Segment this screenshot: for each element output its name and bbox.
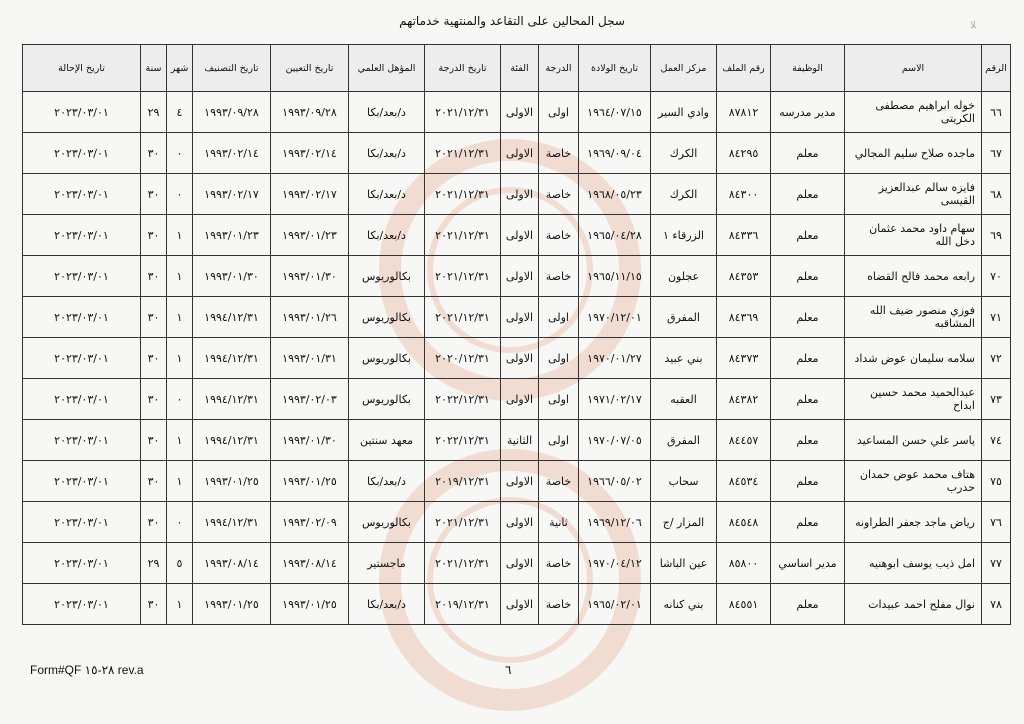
cell-month: ٠ bbox=[167, 174, 193, 215]
cell-work-center: بني عبيد bbox=[651, 338, 717, 379]
cell-file-no: ٨٤٣٥٣ bbox=[717, 256, 771, 297]
cell-file-no: ٨٤٣٨٢ bbox=[717, 379, 771, 420]
cell-job: معلم bbox=[771, 420, 845, 461]
table-row bbox=[23, 215, 1011, 256]
cell-grade: خاصة bbox=[539, 543, 579, 584]
col-header-appointment-date: تاريخ التعيين bbox=[271, 45, 349, 92]
cell-job: معلم bbox=[771, 215, 845, 256]
cell-category: الاولى bbox=[501, 461, 539, 502]
table-row bbox=[23, 133, 1011, 174]
cell-job: مدير مدرسه bbox=[771, 92, 845, 133]
cell-year: ٣٠ bbox=[141, 461, 167, 502]
cell-rank: ٧١ bbox=[982, 297, 1011, 338]
cell-rank: ٦٧ bbox=[982, 133, 1011, 174]
cell-birth-date: ١٩٧٠/٠٧/٠٥ bbox=[579, 420, 651, 461]
table-header-row bbox=[23, 45, 1011, 92]
cell-work-center: الكرك bbox=[651, 174, 717, 215]
cell-classification-date: ١٩٩٤/١٢/٣١ bbox=[193, 502, 271, 543]
cell-birth-date: ١٩٦٨/٠٥/٢٣ bbox=[579, 174, 651, 215]
cell-grade-date: ٢٠٢٢/١٢/٣١ bbox=[425, 420, 501, 461]
cell-year: ٢٩ bbox=[141, 92, 167, 133]
cell-work-center: بني كنانه bbox=[651, 584, 717, 625]
col-header-category: الفئة bbox=[501, 45, 539, 92]
cell-rank: ٧٥ bbox=[982, 461, 1011, 502]
cell-category: الاولى bbox=[501, 297, 539, 338]
cell-birth-date: ١٩٧٠/٠١/٢٧ bbox=[579, 338, 651, 379]
form-code: Form#QF ٢٨-١٥ rev.a bbox=[30, 663, 144, 677]
cell-qualification: بكالوريوس bbox=[349, 502, 425, 543]
col-header-file-no: رقم الملف bbox=[717, 45, 771, 92]
cell-grade-date: ٢٠٢١/١٢/٣١ bbox=[425, 133, 501, 174]
cell-year: ٢٩ bbox=[141, 543, 167, 584]
cell-file-no: ٨٤٣٦٩ bbox=[717, 297, 771, 338]
cell-grade-date: ٢٠٢١/١٢/٣١ bbox=[425, 92, 501, 133]
cell-file-no: ٨٤٥٤٨ bbox=[717, 502, 771, 543]
cell-work-center: الكرك bbox=[651, 133, 717, 174]
cell-work-center: عجلون bbox=[651, 256, 717, 297]
cell-rank: ٧٣ bbox=[982, 379, 1011, 420]
cell-qualification: د/بعد/بكا bbox=[349, 92, 425, 133]
cell-qualification: د/بعد/بكا bbox=[349, 174, 425, 215]
cell-appointment-date: ١٩٩٣/٠١/٢٥ bbox=[271, 461, 349, 502]
cell-referral-date: ٢٠٢٣/٠٣/٠١ bbox=[23, 502, 141, 543]
cell-birth-date: ١٩٦٩/٠٩/٠٤ bbox=[579, 133, 651, 174]
cell-work-center: المزار /ج bbox=[651, 502, 717, 543]
cell-name: سلامه سليمان عوض شداد bbox=[845, 338, 982, 379]
cell-year: ٣٠ bbox=[141, 379, 167, 420]
cell-grade: خاصة bbox=[539, 461, 579, 502]
cell-year: ٣٠ bbox=[141, 502, 167, 543]
table-row bbox=[23, 256, 1011, 297]
cell-referral-date: ٢٠٢٣/٠٣/٠١ bbox=[23, 543, 141, 584]
cell-grade: ثانية bbox=[539, 502, 579, 543]
cell-grade: اولى bbox=[539, 420, 579, 461]
cell-classification-date: ١٩٩٣/٠١/٣٠ bbox=[193, 256, 271, 297]
cell-classification-date: ١٩٩٤/١٢/٣١ bbox=[193, 379, 271, 420]
cell-year: ٣٠ bbox=[141, 420, 167, 461]
cell-grade-date: ٢٠٢٠/١٢/٣١ bbox=[425, 338, 501, 379]
col-header-grade-date: تاريخ الدرجة bbox=[425, 45, 501, 92]
cell-job: معلم bbox=[771, 461, 845, 502]
cell-work-center: عين الباشا bbox=[651, 543, 717, 584]
cell-grade: اولى bbox=[539, 92, 579, 133]
cell-grade-date: ٢٠٢١/١٢/٣١ bbox=[425, 502, 501, 543]
cell-name: عبدالحميد محمد حسين ابداح bbox=[845, 379, 982, 420]
cell-file-no: ٨٤٥٥١ bbox=[717, 584, 771, 625]
cell-classification-date: ١٩٩٣/٠٨/١٤ bbox=[193, 543, 271, 584]
cell-referral-date: ٢٠٢٣/٠٣/٠١ bbox=[23, 461, 141, 502]
cell-grade-date: ٢٠١٩/١٢/٣١ bbox=[425, 584, 501, 625]
cell-month: ١ bbox=[167, 584, 193, 625]
cell-work-center: العقبه bbox=[651, 379, 717, 420]
cell-appointment-date: ١٩٩٣/٠٢/١٧ bbox=[271, 174, 349, 215]
cell-rank: ٧٠ bbox=[982, 256, 1011, 297]
cell-job: معلم bbox=[771, 133, 845, 174]
cell-job: معلم bbox=[771, 338, 845, 379]
cell-month: ١ bbox=[167, 297, 193, 338]
cell-name: سهام داود محمد عثمان دخل الله bbox=[845, 215, 982, 256]
cell-file-no: ٨٧٨١٢ bbox=[717, 92, 771, 133]
cell-grade-date: ٢٠٢٢/١٢/٣١ bbox=[425, 379, 501, 420]
cell-name: امل ذيب يوسف ابوهنيه bbox=[845, 543, 982, 584]
cell-category: الثانية bbox=[501, 420, 539, 461]
cell-appointment-date: ١٩٩٣/٠٨/١٤ bbox=[271, 543, 349, 584]
cell-referral-date: ٢٠٢٣/٠٣/٠١ bbox=[23, 92, 141, 133]
cell-category: الاولى bbox=[501, 502, 539, 543]
cell-grade: خاصة bbox=[539, 215, 579, 256]
cell-appointment-date: ١٩٩٣/٠١/٣١ bbox=[271, 338, 349, 379]
cell-qualification: د/بعد/بكا bbox=[349, 215, 425, 256]
table-row bbox=[23, 543, 1011, 584]
cell-classification-date: ١٩٩٤/١٢/٣١ bbox=[193, 338, 271, 379]
cell-qualification: بكالوريوس bbox=[349, 297, 425, 338]
cell-month: ١ bbox=[167, 461, 193, 502]
cell-rank: ٦٨ bbox=[982, 174, 1011, 215]
cell-referral-date: ٢٠٢٣/٠٣/٠١ bbox=[23, 338, 141, 379]
cell-appointment-date: ١٩٩٣/٠٢/٠٣ bbox=[271, 379, 349, 420]
cell-rank: ٧٢ bbox=[982, 338, 1011, 379]
cell-job: معلم bbox=[771, 256, 845, 297]
cell-job: معلم bbox=[771, 584, 845, 625]
table-row bbox=[23, 174, 1011, 215]
cell-category: الاولى bbox=[501, 256, 539, 297]
cell-birth-date: ١٩٧١/٠٢/١٧ bbox=[579, 379, 651, 420]
cell-qualification: بكالوريوس bbox=[349, 338, 425, 379]
cell-name: رياض ماجد جعفر الطراونه bbox=[845, 502, 982, 543]
cell-job: معلم bbox=[771, 379, 845, 420]
col-header-month: شهر bbox=[167, 45, 193, 92]
cell-grade: اولى bbox=[539, 338, 579, 379]
cell-referral-date: ٢٠٢٣/٠٣/٠١ bbox=[23, 256, 141, 297]
cell-birth-date: ١٩٦٥/٠٤/٢٨ bbox=[579, 215, 651, 256]
cell-classification-date: ١٩٩٤/١٢/٣١ bbox=[193, 297, 271, 338]
cell-work-center: الزرقاء ١ bbox=[651, 215, 717, 256]
cell-qualification: د/بعد/بكا bbox=[349, 461, 425, 502]
cell-year: ٣٠ bbox=[141, 174, 167, 215]
cell-referral-date: ٢٠٢٣/٠٣/٠١ bbox=[23, 420, 141, 461]
cell-appointment-date: ١٩٩٣/٠٩/٢٨ bbox=[271, 92, 349, 133]
cell-classification-date: ١٩٩٣/٠١/٢٥ bbox=[193, 584, 271, 625]
cell-classification-date: ١٩٩٣/٠١/٢٥ bbox=[193, 461, 271, 502]
cell-category: الاولى bbox=[501, 543, 539, 584]
cell-year: ٣٠ bbox=[141, 297, 167, 338]
table-row bbox=[23, 297, 1011, 338]
cell-referral-date: ٢٠٢٣/٠٣/٠١ bbox=[23, 584, 141, 625]
cell-month: ١ bbox=[167, 420, 193, 461]
cell-category: الاولى bbox=[501, 215, 539, 256]
cell-appointment-date: ١٩٩٣/٠١/٢٥ bbox=[271, 584, 349, 625]
cell-file-no: ٨٤٣٠٠ bbox=[717, 174, 771, 215]
cell-grade: اولى bbox=[539, 379, 579, 420]
table-body bbox=[23, 92, 1011, 625]
cell-rank: ٧٤ bbox=[982, 420, 1011, 461]
cell-name: رابعه محمد فالح القضاه bbox=[845, 256, 982, 297]
cell-work-center: المفرق bbox=[651, 420, 717, 461]
cell-grade: اولى bbox=[539, 297, 579, 338]
cell-rank: ٧٨ bbox=[982, 584, 1011, 625]
cell-year: ٣٠ bbox=[141, 584, 167, 625]
cell-birth-date: ١٩٦٤/٠٧/١٥ bbox=[579, 92, 651, 133]
cell-month: ٠ bbox=[167, 379, 193, 420]
cell-category: الاولى bbox=[501, 584, 539, 625]
cell-grade-date: ٢٠١٩/١٢/٣١ bbox=[425, 461, 501, 502]
cell-name: ياسر علي حسن المساعيد bbox=[845, 420, 982, 461]
col-header-rank: الرقم bbox=[982, 45, 1011, 92]
cell-birth-date: ١٩٦٥/١١/١٥ bbox=[579, 256, 651, 297]
cell-qualification: ماجستير bbox=[349, 543, 425, 584]
cell-name: خوله ابراهيم مصطفى الكريتى bbox=[845, 92, 982, 133]
cell-month: ٠ bbox=[167, 502, 193, 543]
cell-referral-date: ٢٠٢٣/٠٣/٠١ bbox=[23, 379, 141, 420]
cell-classification-date: ١٩٩٤/١٢/٣١ bbox=[193, 420, 271, 461]
table-row bbox=[23, 338, 1011, 379]
cell-job: معلم bbox=[771, 297, 845, 338]
cell-month: ١ bbox=[167, 338, 193, 379]
cell-year: ٣٠ bbox=[141, 256, 167, 297]
cell-name: ماجده صلاح سليم المجالي bbox=[845, 133, 982, 174]
cell-grade-date: ٢٠٢١/١٢/٣١ bbox=[425, 256, 501, 297]
cell-qualification: د/بعد/بكا bbox=[349, 584, 425, 625]
cell-category: الاولى bbox=[501, 379, 539, 420]
col-header-work-center: مركز العمل bbox=[651, 45, 717, 92]
cell-birth-date: ١٩٧٠/١٢/٠١ bbox=[579, 297, 651, 338]
cell-grade-date: ٢٠٢١/١٢/٣١ bbox=[425, 174, 501, 215]
table-row bbox=[23, 461, 1011, 502]
cell-grade-date: ٢٠٢١/١٢/٣١ bbox=[425, 543, 501, 584]
cell-job: معلم bbox=[771, 502, 845, 543]
cell-month: ١ bbox=[167, 215, 193, 256]
cell-classification-date: ١٩٩٣/٠٩/٢٨ bbox=[193, 92, 271, 133]
cell-grade-date: ٢٠٢١/١٢/٣١ bbox=[425, 215, 501, 256]
cell-classification-date: ١٩٩٣/٠٢/١٤ bbox=[193, 133, 271, 174]
cell-classification-date: ١٩٩٣/٠١/٢٣ bbox=[193, 215, 271, 256]
cell-category: الاولى bbox=[501, 174, 539, 215]
cell-birth-date: ١٩٧٠/٠٤/١٢ bbox=[579, 543, 651, 584]
col-header-referral-date: تاريخ الإحالة bbox=[23, 45, 141, 92]
col-header-classification-date: تاريخ التصنيف bbox=[193, 45, 271, 92]
cell-name: هتاف محمد عوض حمدان حدرب bbox=[845, 461, 982, 502]
cell-qualification: بكالوريوس bbox=[349, 256, 425, 297]
cell-work-center: وادي السير bbox=[651, 92, 717, 133]
cell-grade: خاصة bbox=[539, 174, 579, 215]
cell-appointment-date: ١٩٩٣/٠١/٢٦ bbox=[271, 297, 349, 338]
cell-grade: خاصة bbox=[539, 584, 579, 625]
cell-file-no: ٨٤٢٩٥ bbox=[717, 133, 771, 174]
cell-birth-date: ١٩٦٦/٠٥/٠٢ bbox=[579, 461, 651, 502]
cell-job: معلم bbox=[771, 174, 845, 215]
retirees-table-container bbox=[22, 44, 1010, 625]
col-header-qualification: المؤهل العلمي bbox=[349, 45, 425, 92]
cell-name: نوال مفلح احمد عبيدات bbox=[845, 584, 982, 625]
cell-year: ٣٠ bbox=[141, 133, 167, 174]
page-number: ٦ bbox=[505, 663, 512, 677]
cell-job: مدير اساسي bbox=[771, 543, 845, 584]
table-row bbox=[23, 379, 1011, 420]
table-row bbox=[23, 584, 1011, 625]
cell-month: ٠ bbox=[167, 133, 193, 174]
cell-year: ٣٠ bbox=[141, 338, 167, 379]
table-row bbox=[23, 420, 1011, 461]
cell-rank: ٦٦ bbox=[982, 92, 1011, 133]
cell-grade: خاصة bbox=[539, 256, 579, 297]
cell-grade-date: ٢٠٢١/١٢/٣١ bbox=[425, 297, 501, 338]
col-header-name: الاسم bbox=[845, 45, 982, 92]
cell-rank: ٧٦ bbox=[982, 502, 1011, 543]
cell-file-no: ٨٤٤٥٧ bbox=[717, 420, 771, 461]
cell-referral-date: ٢٠٢٣/٠٣/٠١ bbox=[23, 133, 141, 174]
cell-qualification: معهد سنتين bbox=[349, 420, 425, 461]
cell-appointment-date: ١٩٩٣/٠٢/١٤ bbox=[271, 133, 349, 174]
cell-work-center: سحاب bbox=[651, 461, 717, 502]
cell-appointment-date: ١٩٩٣/٠١/٣٠ bbox=[271, 420, 349, 461]
cell-referral-date: ٢٠٢٣/٠٣/٠١ bbox=[23, 215, 141, 256]
retirees-table bbox=[22, 44, 1011, 625]
cell-name: فوزي منصور ضيف الله المشاقبه bbox=[845, 297, 982, 338]
corner-mark: ﻼ bbox=[970, 20, 976, 31]
cell-year: ٣٠ bbox=[141, 215, 167, 256]
cell-name: فايزه سالم عبدالعزيز القيسى bbox=[845, 174, 982, 215]
cell-birth-date: ١٩٦٩/١٢/٠٦ bbox=[579, 502, 651, 543]
cell-file-no: ٨٤٣٧٣ bbox=[717, 338, 771, 379]
cell-category: الاولى bbox=[501, 338, 539, 379]
cell-qualification: بكالوريوس bbox=[349, 379, 425, 420]
cell-rank: ٦٩ bbox=[982, 215, 1011, 256]
cell-qualification: د/بعد/بكا bbox=[349, 133, 425, 174]
cell-appointment-date: ١٩٩٣/٠١/٣٠ bbox=[271, 256, 349, 297]
cell-work-center: المفرق bbox=[651, 297, 717, 338]
cell-month: ١ bbox=[167, 256, 193, 297]
cell-appointment-date: ١٩٩٣/٠١/٢٣ bbox=[271, 215, 349, 256]
cell-month: ٤ bbox=[167, 92, 193, 133]
document-title: سجل المحالين على التقاعد والمنتهية خدماتهم bbox=[399, 14, 625, 28]
table-row bbox=[23, 502, 1011, 543]
cell-file-no: ٨٥٨٠٠ bbox=[717, 543, 771, 584]
cell-referral-date: ٢٠٢٣/٠٣/٠١ bbox=[23, 297, 141, 338]
cell-category: الاولى bbox=[501, 92, 539, 133]
col-header-job: الوظيفة bbox=[771, 45, 845, 92]
cell-category: الاولى bbox=[501, 133, 539, 174]
col-header-grade: الدرجة bbox=[539, 45, 579, 92]
col-header-year: سنة bbox=[141, 45, 167, 92]
col-header-birth-date: تاريخ الولادة bbox=[579, 45, 651, 92]
cell-birth-date: ١٩٦٥/٠٢/٠١ bbox=[579, 584, 651, 625]
cell-month: ٥ bbox=[167, 543, 193, 584]
cell-appointment-date: ١٩٩٣/٠٢/٠٩ bbox=[271, 502, 349, 543]
cell-grade: خاصة bbox=[539, 133, 579, 174]
cell-referral-date: ٢٠٢٣/٠٣/٠١ bbox=[23, 174, 141, 215]
table-row bbox=[23, 92, 1011, 133]
cell-file-no: ٨٤٥٣٤ bbox=[717, 461, 771, 502]
cell-rank: ٧٧ bbox=[982, 543, 1011, 584]
cell-classification-date: ١٩٩٣/٠٢/١٧ bbox=[193, 174, 271, 215]
cell-file-no: ٨٤٣٣٦ bbox=[717, 215, 771, 256]
